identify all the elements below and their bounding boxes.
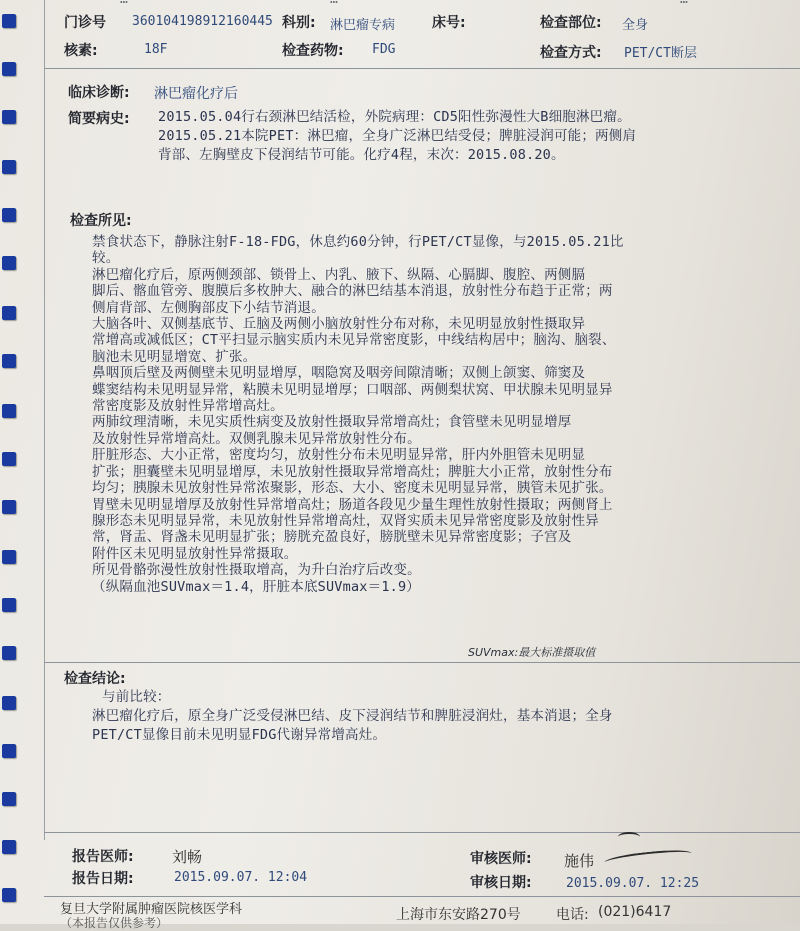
findings-line: 及放射性异常增高灶。双侧乳腺未见异常放射性分布。 <box>92 430 421 447</box>
findings-line: 均匀；胰腺未见放射性异常浓聚影，形态、大小、密度未见明显异常，胰管未见扩张。 <box>92 480 613 497</box>
binder-hole <box>2 306 16 320</box>
signature-stroke <box>604 847 693 868</box>
findings-block <box>92 234 782 595</box>
findings-line: （纵隔血池SUVmax＝1.4，肝脏本底SUVmax＝1.9） <box>92 578 420 595</box>
conclusion-line: 淋巴瘤化疗后，原全身广泛受侵淋巴结、皮下浸润结节和脾脏浸润灶，基本消退；全身 <box>92 708 613 724</box>
diagnosis-label: 临床诊断: <box>68 85 130 101</box>
department-value: 淋巴瘤专病 <box>330 18 396 33</box>
findings-line: 所见骨骼弥漫性放射性摄取增高，为升白治疗后改变。 <box>92 562 421 579</box>
findings-line: 胃壁未见明显增厚及放射性异常增高灶；肠道各段见少量生理性放射性摄取；两侧肾上 <box>92 496 613 513</box>
exam-site-value: 全身 <box>622 18 649 33</box>
findings-line: 肝脏形态、大小正常，密度均匀，放射性分布未见明显异常，肝内外胆管未见明显 <box>92 447 586 464</box>
reporter-label: 报告医师: <box>72 849 134 865</box>
history-line: 2015.05.04行右颈淋巴结活检，外院病理：CD5阳性弥漫性大B细胞淋巴瘤。 <box>158 109 631 125</box>
reviewer-name: 施伟 <box>564 852 595 870</box>
findings-line: 较。 <box>92 250 120 267</box>
binder-hole <box>2 404 16 418</box>
binder-hole <box>2 646 16 660</box>
findings-line: 禁食状态下，静脉注射F-18-FDG，休息约60分钟，行PET/CT显像，与2015.05.21比 <box>92 234 624 250</box>
footer-divider <box>44 896 800 897</box>
history-line: 2015.05.21本院PET：淋巴瘤，全身广泛淋巴结受侵；脾脏浸润可能；两侧肩 <box>158 128 637 144</box>
binder-hole <box>2 110 16 124</box>
diagnosis-value: 淋巴瘤化疗后 <box>154 86 238 102</box>
binder-hole <box>2 452 16 466</box>
findings-line: 常密度影及放射性异常增高灶。 <box>92 398 284 415</box>
conclusion-line: PET/CT显像目前未见明显FDG代谢异常增高灶。 <box>92 727 387 743</box>
signature-stroke <box>618 832 640 842</box>
binder-hole <box>2 550 16 564</box>
findings-line: 淋巴瘤化疗后，原两侧颈部、锁骨上、内乳、腋下、纵隔、心膈脚、腹腔、两侧膈 <box>92 266 586 283</box>
binder-holes <box>0 0 20 924</box>
conclusion-line: 与前比较： <box>102 689 171 705</box>
binder-hole <box>2 160 16 174</box>
outpatient-label: 门诊号 <box>64 15 106 31</box>
findings-label: 检查所见: <box>70 213 132 229</box>
method-value: PET/CT断层 <box>624 46 697 61</box>
method-label: 检查方式: <box>540 45 602 61</box>
margin-line <box>44 0 45 840</box>
binder-hole <box>2 14 16 28</box>
findings-line: 常，肾盂、肾盏未见明显扩张；膀胱充盈良好，膀胱壁未见异常密度影；子宫及 <box>92 529 572 546</box>
department-label: 科别: <box>282 15 316 31</box>
outpatient-number: 360104198912160445 <box>132 14 273 29</box>
findings-line: 扩张；胆囊壁未见明显增厚，未见放射性摄取异常增高灶；脾脏大小正常，放射性分布 <box>92 463 613 480</box>
report-date-label: 报告日期: <box>72 871 134 887</box>
findings-line: 腺形态未见明显异常，未见放射性异常增高灶，双肾实质未见异常密度影及放射性异 <box>92 512 599 529</box>
findings-line: 侧肩背部、左侧胸部皮下小结节消退。 <box>92 299 325 316</box>
binder-hole <box>2 744 16 758</box>
binder-hole <box>2 598 16 612</box>
findings-line: 鼻咽顶后壁及两侧壁未见明显增厚，咽隐窝及咽旁间隙清晰；双侧上颌窦、筛窦及 <box>92 365 586 382</box>
report-disclaimer: （本报告仅供参考） <box>60 916 169 930</box>
nuclide-label: 核素: <box>64 43 98 59</box>
findings-line: 大脑各叶、双侧基底节、丘脑及两侧小脑放射性分布对称，未见明显放射性摄取异 <box>92 316 586 333</box>
binder-hole <box>2 354 16 368</box>
phone-label: 电话: <box>556 907 589 923</box>
review-date: 2015.09.07. 12:25 <box>566 876 700 891</box>
binder-hole <box>2 888 16 902</box>
review-date-label: 审核日期: <box>470 875 532 891</box>
findings-line: 两肺纹理清晰，未见实质性病变及放射性摄取异常增高灶；食管壁未见明显增厚 <box>92 414 572 431</box>
findings-line: 脑池未见明显增宽、扩张。 <box>92 348 257 365</box>
reporter-name: 刘畅 <box>172 848 203 866</box>
findings-line: 脚后、髂血管旁、腹膜后多枚肿大、融合的淋巴结基本消退，放射性分布趋于正常；两 <box>92 283 613 300</box>
bed-label: 床号: <box>432 15 466 31</box>
findings-line: 蝶窦结构未见明显异常，粘膜未见明显增厚；口咽部、两侧梨状窝、甲状腺未见明显异 <box>92 381 613 398</box>
history-block <box>158 108 778 165</box>
findings-divider <box>44 662 800 663</box>
binder-hole <box>2 208 16 222</box>
header-top-middle <box>330 0 338 7</box>
conclusion-block <box>92 688 782 745</box>
history-line: 背部、左胸壁皮下侵润结节可能。化疗4程，末次：2015.08.20。 <box>158 147 565 163</box>
header-top-left <box>120 0 128 7</box>
reviewer-label: 审核医师: <box>470 851 532 867</box>
drug-value: FDG <box>372 42 396 57</box>
exam-site-label: 检查部位: <box>540 15 602 31</box>
suv-note: SUVmax:最大标准摄取值 <box>468 646 596 659</box>
hospital-name: 复旦大学附属肿瘤医院核医学科 <box>60 902 243 917</box>
conclusion-divider <box>44 832 800 833</box>
history-label: 简要病史: <box>68 111 130 127</box>
binder-hole <box>2 256 16 270</box>
phone-number: (021)6417 <box>598 904 672 920</box>
conclusion-label: 检查结论: <box>64 671 126 687</box>
header-divider <box>44 68 800 69</box>
nuclide-value: 18F <box>144 42 168 57</box>
header-top-right <box>680 0 688 7</box>
binder-hole <box>2 500 16 514</box>
binder-hole <box>2 696 16 710</box>
drug-label: 检查药物: <box>282 43 344 59</box>
binder-hole <box>2 840 16 854</box>
binder-hole <box>2 62 16 76</box>
hospital-address: 上海市东安路270号 <box>396 907 521 923</box>
report-date: 2015.09.07. 12:04 <box>174 870 308 885</box>
binder-hole <box>2 792 16 806</box>
findings-line: 附件区未见明显放射性异常摄取。 <box>92 545 298 562</box>
findings-line: 常增高或减低区；CT平扫显示脑实质内未见异常密度影，中线结构居中；脑沟、脑裂、 <box>92 332 616 349</box>
